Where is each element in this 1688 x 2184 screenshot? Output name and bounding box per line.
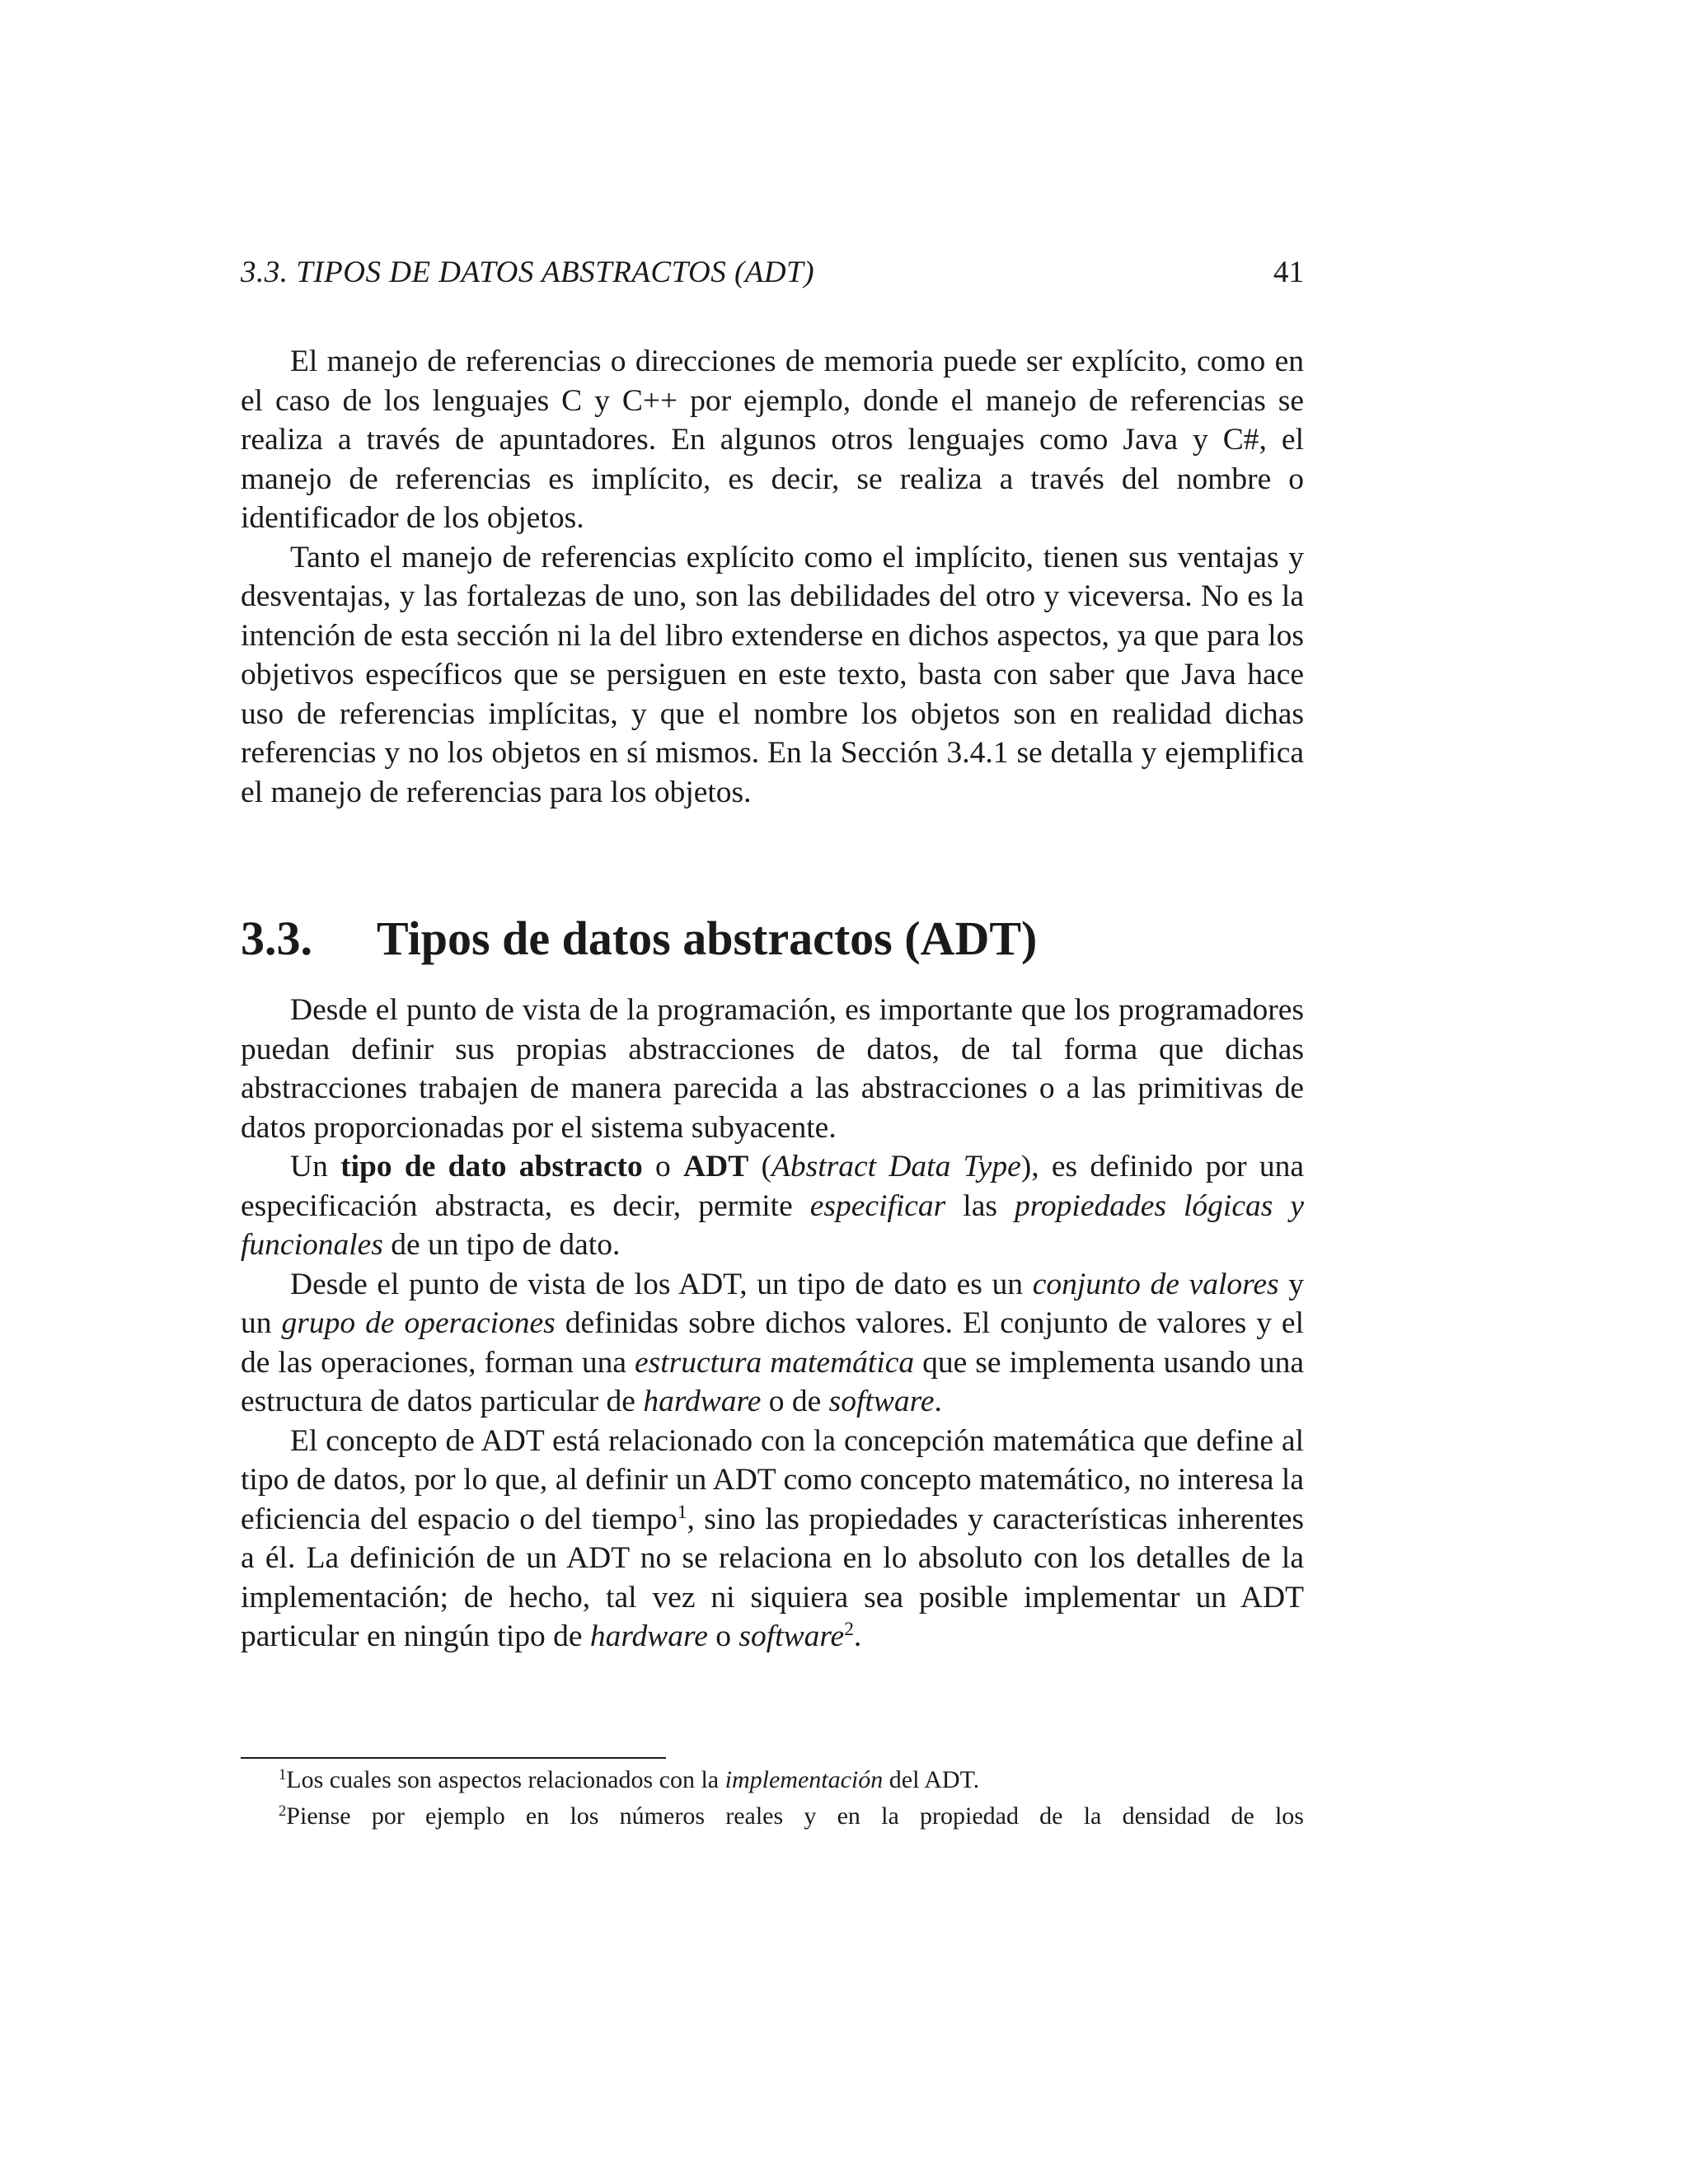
text-run: de un tipo de dato. bbox=[382, 1228, 621, 1262]
intro-text bbox=[241, 342, 1304, 812]
text-run: , sino las propiedades y características inherentes a él. La definición de un ADT no se relaciona en lo absoluto con los detalles de la implementación; de hecho, tal vez ni siquiera sea posible implementar un ADT particular en ningún tipo de bbox=[241, 1502, 1305, 1653]
text-run: ( bbox=[748, 1150, 771, 1183]
text-run: ), es definido por una especificación abstracta, es decir, permite bbox=[241, 1150, 1305, 1223]
term-adt: ADT bbox=[683, 1150, 749, 1183]
emphasis-especificar: especificar bbox=[809, 1188, 946, 1223]
paragraph-programmer-abstractions: Desde el punto de vista de la programación, es importante que los programadores puedan definir sus propias abstracciones de datos, de tal forma que dichas abstracciones trabajen de manera parecida a las abstracciones o a las primitivas de datos proporcionadas por el sistema subyacente. bbox=[241, 993, 1304, 1145]
text-run: . bbox=[853, 1619, 862, 1653]
footnote-mark-1: 1 bbox=[279, 1765, 287, 1783]
running-header bbox=[241, 252, 1304, 293]
text-run: o de bbox=[761, 1385, 829, 1418]
page-number: 41 bbox=[1273, 255, 1304, 289]
emphasis-software: software bbox=[738, 1619, 845, 1653]
text-run: El concepto de ADT está relacionado con la concepción matemática que define al tipo de datos, por lo que, al definir un ADT como concepto matemático, no interesa la eficiencia del espacio o del tiempo bbox=[241, 1423, 1304, 1536]
footnote-1 bbox=[241, 1762, 1304, 1798]
text-run: Un bbox=[290, 1150, 341, 1183]
running-title: 3.3. TIPOS DE DATOS ABSTRACTOS (ADT) bbox=[241, 255, 815, 289]
paragraph-references-tradeoffs: Tanto el manejo de referencias explícito como el implícito, tienen sus ventajas y desventajas, y las fortalezas de uno, son las debilidades del otro y viceversa. No es la intención de esta sección ni la del libro extenderse en dichos aspectos, ya que para los objetivos específicos que se persiguen en este texto, basta con saber que Java hace uso de referencias implícitas, y que el nombre los objetos son en realidad dichas referencias y no los objetos en sí mismos. En la Sección 3.4.1 se detalla y ejemplifica el manejo de referencias para los objetos. bbox=[241, 540, 1304, 809]
emphasis-estructura-matematica: estructura matemática bbox=[635, 1345, 915, 1380]
footnotes bbox=[241, 1762, 1304, 1835]
paragraph-adt-mathematical-concept bbox=[241, 1422, 1304, 1657]
text-run: o bbox=[707, 1619, 739, 1653]
paragraph-adt-definition bbox=[241, 1147, 1304, 1265]
emphasis-propiedades: propiedades lógicas y funcionales bbox=[241, 1188, 1304, 1262]
footnote-ref-2[interactable]: 2 bbox=[844, 1619, 854, 1641]
section-body bbox=[241, 991, 1304, 1657]
emphasis-implementacion: implementación bbox=[724, 1766, 884, 1793]
text-run: definidas sobre dichos valores. El conjunto de valores y el de las operaciones, forman una bbox=[241, 1306, 1304, 1380]
text-run: Desde el punto de vista de los ADT, un tipo de dato es un bbox=[290, 1267, 1033, 1301]
paragraph-references-explicit: El manejo de referencias o direcciones de memoria puede ser explícito, como en el caso de los lenguajes C y C++ por ejemplo, donde el manejo de referencias se realiza a través de apuntadores. En algunos otros lenguajes como Java y C#, el manejo de referencias es implícito, es decir, se realiza a través del nombre o identificador de los objetos. bbox=[241, 344, 1304, 535]
emphasis-hardware: hardware bbox=[589, 1619, 708, 1653]
text-run: del ADT. bbox=[883, 1766, 980, 1793]
text-run: las bbox=[945, 1188, 1015, 1223]
text-run: Los cuales son aspectos relacionados con la bbox=[286, 1766, 725, 1793]
footnote-ref-1[interactable]: 1 bbox=[677, 1501, 687, 1523]
term-abstract-data-type: tipo de dato abstracto bbox=[340, 1150, 643, 1183]
text-run: que se implementa usando una estructura de datos particular de bbox=[241, 1345, 1304, 1418]
footnote-2 bbox=[241, 1798, 1304, 1835]
section-number: 3.3. bbox=[241, 912, 312, 965]
emphasis-software: software bbox=[828, 1385, 935, 1418]
text-run: Piense por ejemplo en los números reales y en la propiedad de la densidad de los bbox=[286, 1802, 1304, 1830]
footnote-separator bbox=[241, 1757, 666, 1759]
section-heading bbox=[241, 906, 1304, 972]
paragraph-adt-values-operations bbox=[241, 1265, 1304, 1422]
footnote-mark-2: 2 bbox=[279, 1802, 287, 1820]
text-run: . bbox=[934, 1385, 942, 1418]
text-run: y un bbox=[241, 1267, 1305, 1340]
emphasis-abstract-data-type: Abstract Data Type bbox=[771, 1150, 1021, 1183]
text-run: o bbox=[642, 1150, 684, 1183]
emphasis-grupo-de-operaciones: grupo de operaciones bbox=[281, 1306, 556, 1340]
emphasis-hardware: hardware bbox=[643, 1385, 762, 1418]
section-title: Tipos de datos abstractos (ADT) bbox=[377, 912, 1038, 965]
emphasis-conjunto-de-valores: conjunto de valores bbox=[1032, 1267, 1279, 1301]
